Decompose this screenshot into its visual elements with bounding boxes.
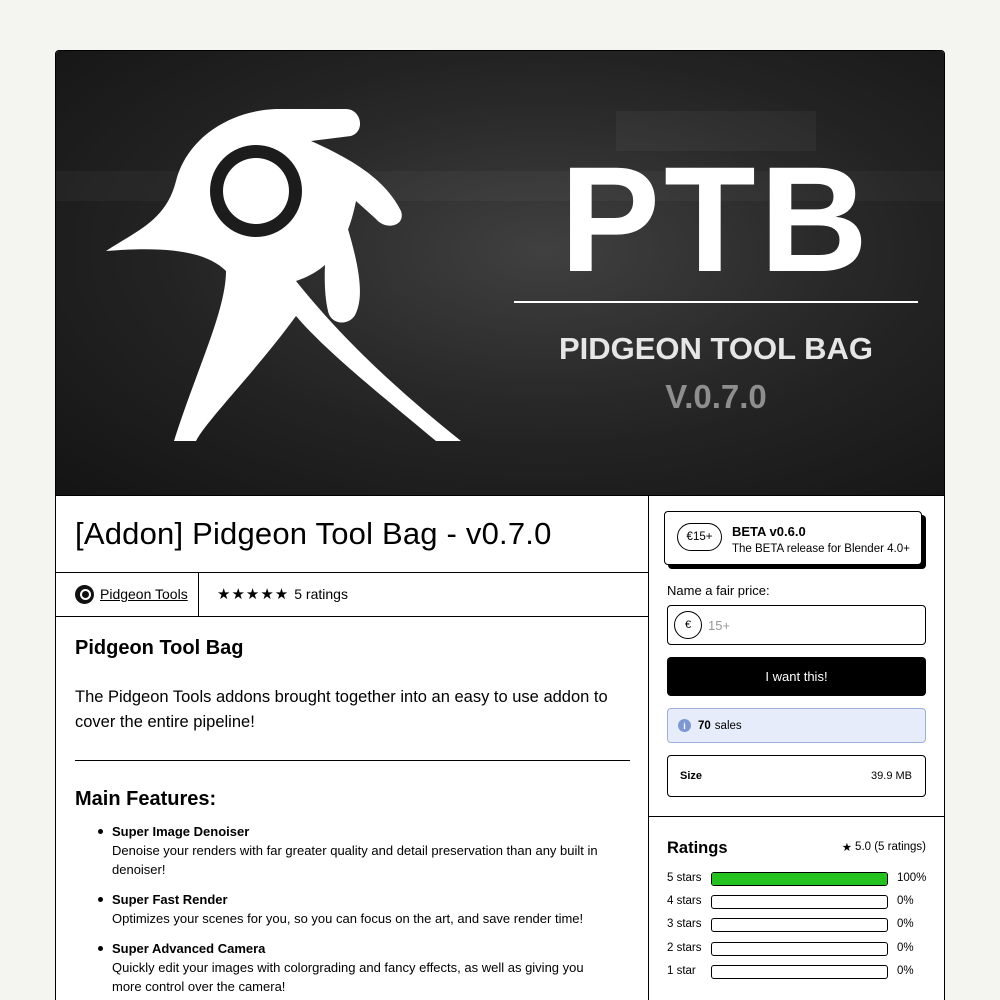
feature-text: Quickly edit your images with colorgrading and fancy effects, as well as giving you more control over the camera!: [112, 960, 584, 994]
rating-row-5: [667, 871, 926, 887]
tier-description: The BETA release for Blender 4.0+: [732, 543, 910, 555]
cover-logo-text: PTB: [560, 135, 872, 303]
divider: [75, 760, 630, 761]
cover-subtitle: PIDGEON TOOL BAG: [558, 331, 874, 366]
cover-version: V.0.7.0: [665, 378, 767, 415]
feature-title: Super Advanced Camera: [112, 941, 266, 956]
tier-option[interactable]: [664, 511, 922, 565]
size-value: 39.9 MB: [871, 770, 912, 782]
ratings-count: 5 ratings: [294, 586, 348, 602]
pigeon-logo-cover: [56, 51, 944, 496]
feature-title: Super Fast Render: [112, 892, 228, 907]
product-main: [56, 496, 649, 1000]
creator-link[interactable]: [75, 583, 188, 605]
rating-bar-fill: [712, 873, 887, 885]
rating-percent: 0%: [897, 895, 914, 907]
rating-label: 2 stars: [667, 942, 702, 954]
price-field[interactable]: [667, 605, 926, 645]
rating-label: 4 stars: [667, 895, 702, 907]
feature-text: Denoise your renders with far greater quality and detail preservation than any built in denoiser!: [112, 843, 598, 877]
rating-label: 5 stars: [667, 872, 702, 884]
features-heading: Main Features:: [75, 788, 217, 810]
cover-image: [56, 51, 944, 496]
purchase-panel: [649, 496, 944, 1000]
ratings-heading: Ratings: [667, 839, 728, 857]
list-item: [94, 939, 614, 996]
rating-percent: 0%: [897, 965, 914, 977]
rating-row-1: [667, 964, 926, 980]
file-size-info: [667, 755, 926, 797]
description-heading: Pidgeon Tool Bag: [75, 637, 244, 659]
page-title: [Addon] Pidgeon Tool Bag - v0.7.0: [75, 516, 552, 551]
product-card: [55, 50, 945, 1000]
rating-bar: [711, 895, 888, 909]
rating-row-2: [667, 941, 926, 957]
rating-bar: [711, 942, 888, 956]
divider: [56, 616, 649, 617]
divider: [198, 572, 199, 617]
size-label: Size: [680, 770, 703, 782]
features-list: [94, 822, 614, 1000]
rating-row-3: [667, 917, 926, 933]
list-item: [94, 890, 614, 928]
avatar: [75, 585, 94, 604]
rating-percent: 0%: [897, 918, 914, 930]
list-item: [94, 822, 614, 879]
ratings-average-text: 5.0 (5 ratings): [855, 841, 926, 853]
ratings-average: [842, 840, 926, 854]
buy-button[interactable]: I want this!: [667, 657, 926, 696]
star-icon: ★★★★★: [217, 586, 290, 603]
star-icon: ★: [841, 842, 853, 854]
rating-bar: [711, 965, 888, 979]
sales-label: sales: [714, 719, 742, 732]
rating-percent: 100%: [897, 872, 927, 884]
rating-percent: 0%: [897, 942, 914, 954]
rating-summary[interactable]: [217, 585, 348, 603]
feature-text: Optimizes your scenes for you, so you can focus on the art, and save render time!: [112, 911, 584, 926]
price-input[interactable]: [708, 618, 908, 633]
description-text: The Pidgeon Tools addons brought together into an easy to use addon to cover the entire pipeline!: [75, 688, 608, 731]
rating-label: 3 stars: [667, 918, 702, 930]
feature-title: Super Image Denoiser: [112, 824, 250, 839]
divider: [56, 572, 649, 573]
info-icon: i: [678, 719, 691, 732]
price-label: Name a fair price:: [667, 583, 770, 598]
tier-name: BETA v0.6.0: [732, 524, 806, 539]
tier-price-badge: €15+: [677, 523, 722, 551]
rating-bar: [711, 872, 888, 886]
rating-label: 1 star: [667, 965, 696, 977]
rating-bar: [711, 918, 888, 932]
sales-info: [667, 708, 926, 743]
rating-row-4: [667, 894, 926, 910]
currency-badge: €: [674, 611, 702, 639]
pigeon-eye: [223, 158, 289, 224]
creator-name[interactable]: Pidgeon Tools: [100, 586, 188, 602]
sales-count: 70: [698, 719, 711, 732]
divider: [649, 816, 944, 817]
